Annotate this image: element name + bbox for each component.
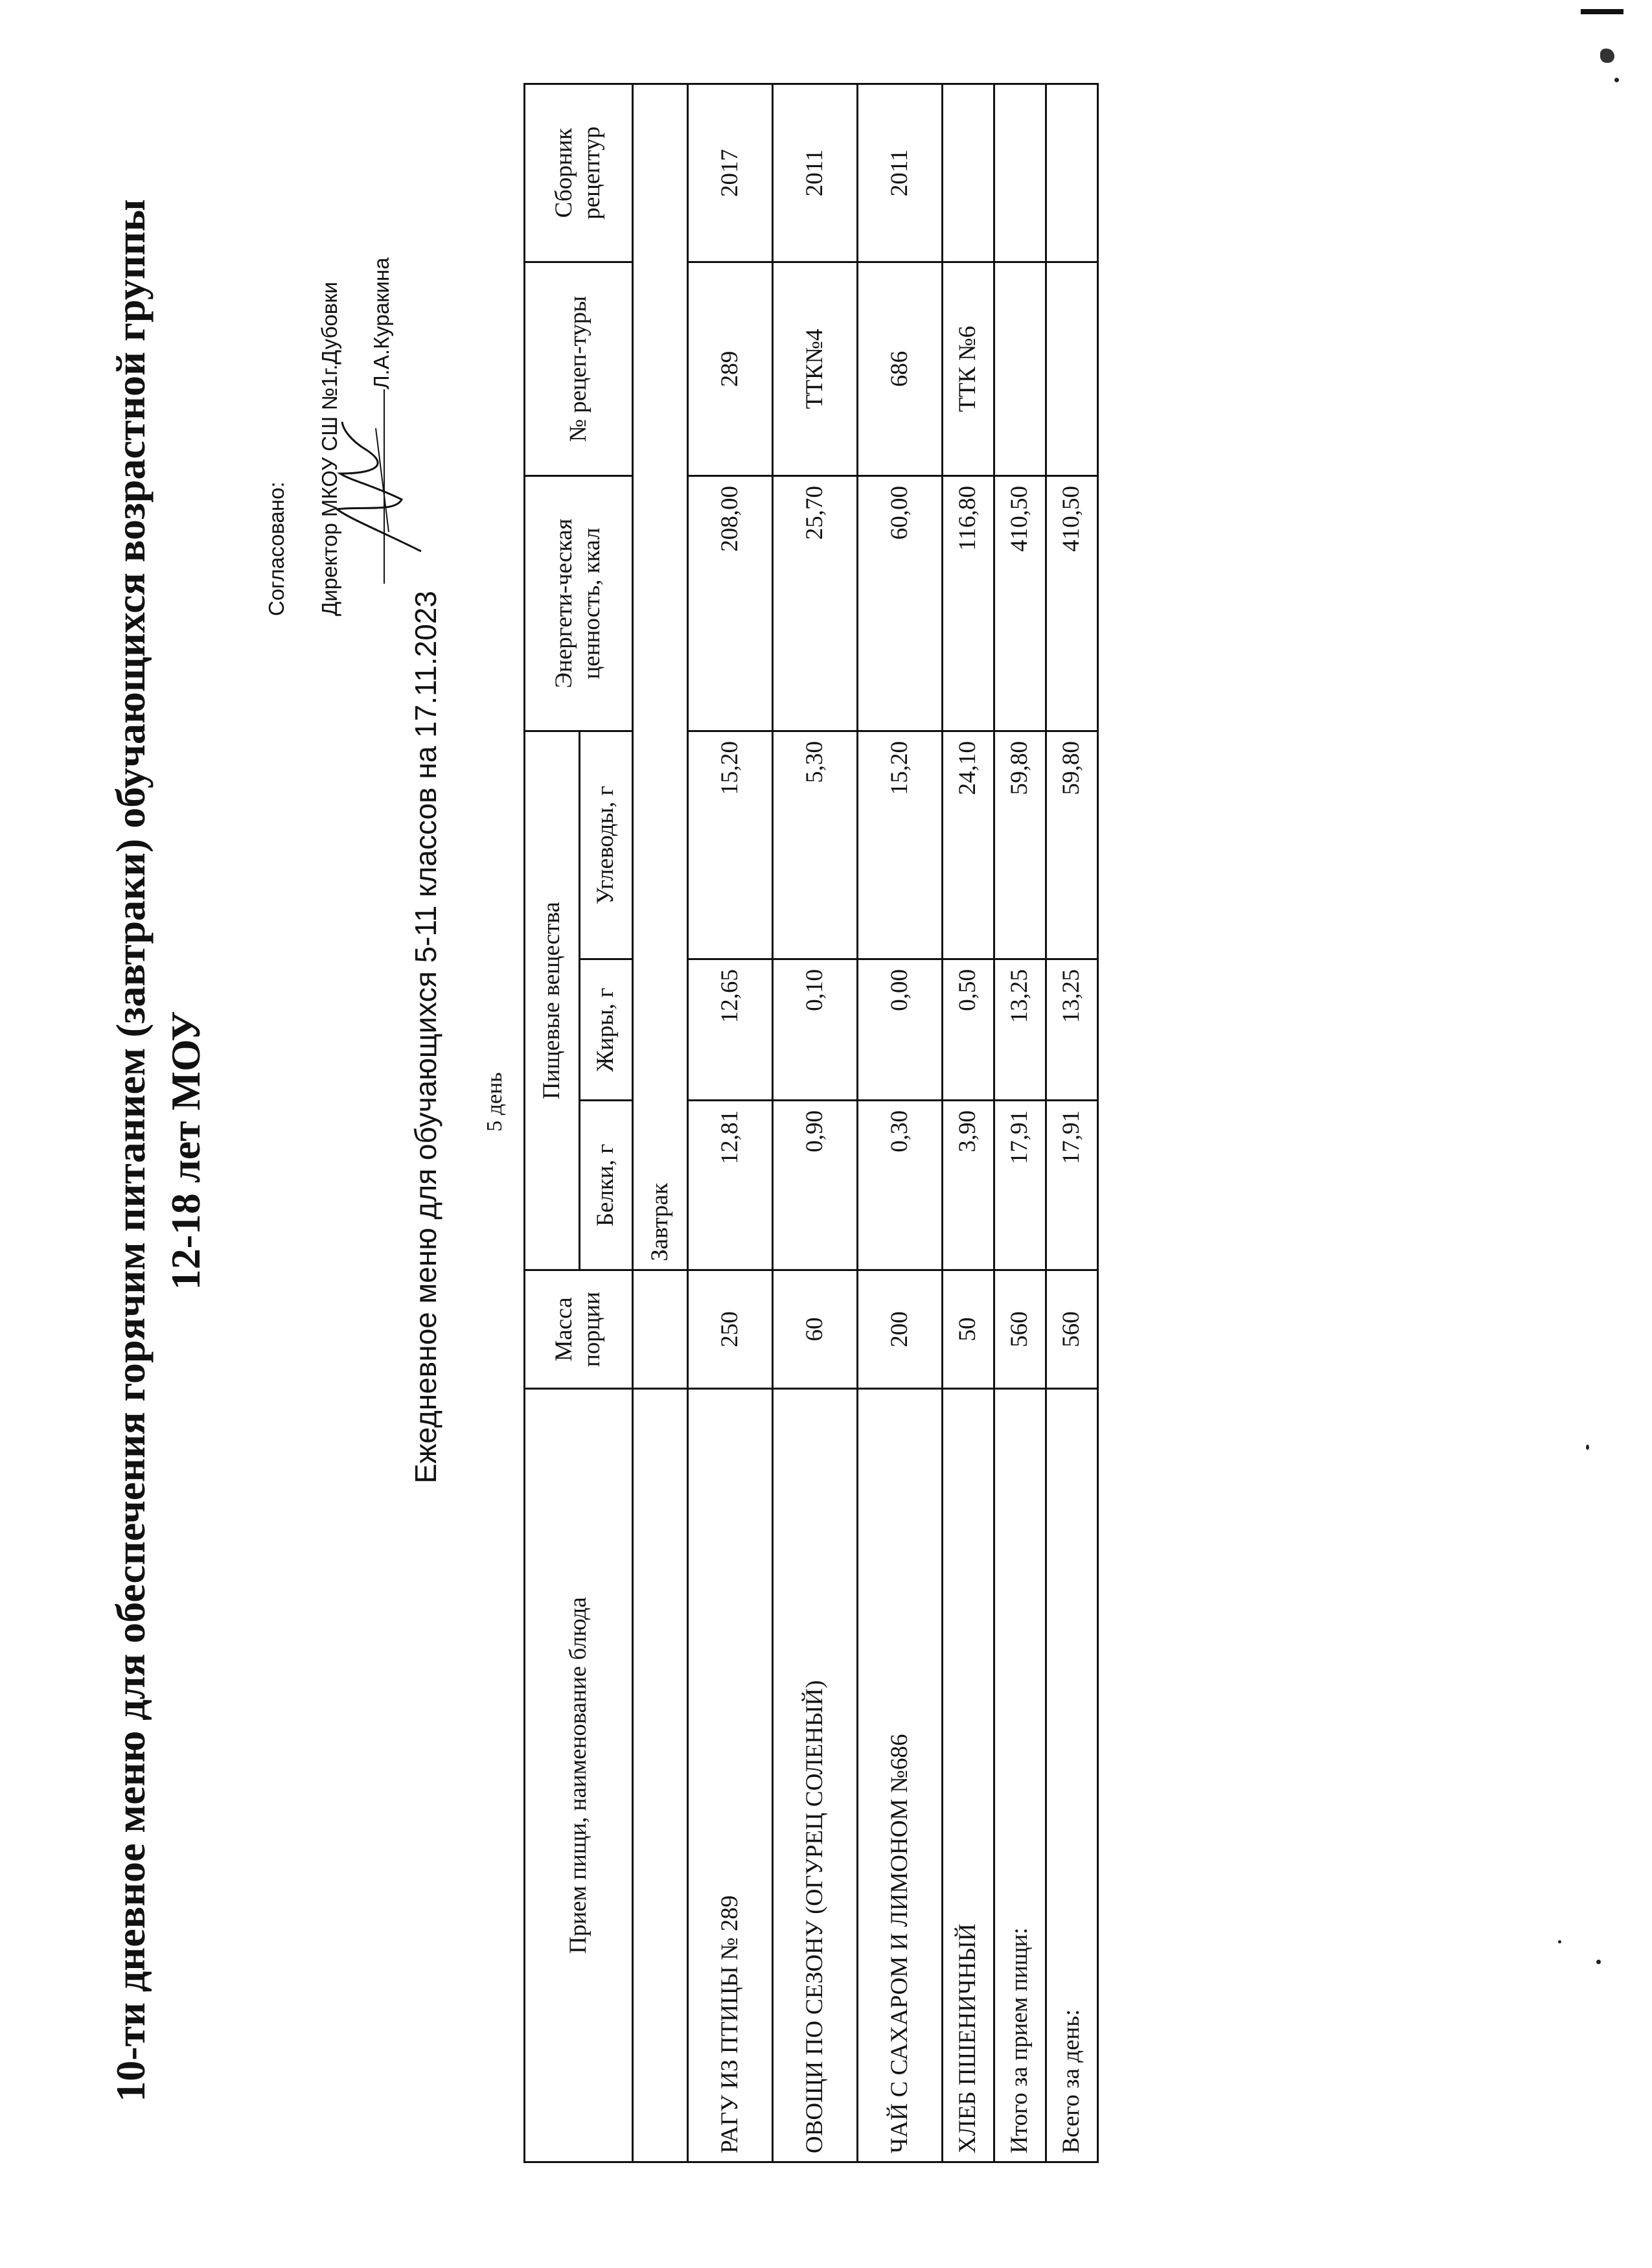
day-total-carbs: 59,80 [1046, 731, 1098, 959]
meal-total-label: Итого за прием пищи: [994, 1389, 1046, 2162]
mass-cell: 60 [773, 1270, 858, 1389]
header-carbs: Углеводы, г [580, 731, 633, 959]
scan-speck [1586, 1445, 1589, 1450]
dish-name: РАГУ ИЗ ПТИЦЫ № 289 [688, 1389, 773, 2162]
protein-cell: 12,81 [688, 1101, 773, 1270]
approval-director: Директор МКОУ СШ №1г.Дубовки [317, 281, 341, 616]
meal-total-fat: 13,25 [994, 959, 1046, 1101]
header-collection: Сборник рецептур [525, 84, 633, 262]
header-dish: Прием пищи, наименование блюда [525, 1389, 633, 2162]
header-mass: Масса порции [525, 1270, 633, 1389]
table-row [773, 84, 858, 2162]
scan-edge-mark [1581, 9, 1623, 14]
energy-cell: 116,80 [943, 475, 994, 731]
day-total-mass: 560 [1046, 1270, 1098, 1389]
protein-cell: 3,90 [943, 1101, 994, 1270]
carbs-cell: 5,30 [773, 731, 858, 959]
table-row [858, 84, 943, 2162]
day-total-fat: 13,25 [1046, 959, 1098, 1101]
scan-blot [1600, 49, 1614, 63]
scan-speck [1558, 1940, 1561, 1943]
fat-cell: 0,00 [858, 959, 943, 1101]
carbs-cell: 15,20 [858, 731, 943, 959]
document-title: 10-ти дневное меню для обеспечения горячим питанием (завтраки) обучающихся возрастной группы [108, 199, 154, 2102]
mass-cell: 250 [688, 1270, 773, 1389]
carbs-cell: 15,20 [688, 731, 773, 959]
fat-cell: 12,65 [688, 959, 773, 1101]
fat-cell: 0,50 [943, 959, 994, 1101]
approval-heading: Согласовано: [264, 481, 288, 616]
menu-title: Ежедневное меню для обучающихся 5-11 классов на 17.11.2023 [409, 591, 442, 1483]
menu-table [523, 83, 1099, 2163]
day-total-row [1046, 84, 1098, 2162]
approval-signer: Л.А.Куракина [369, 257, 393, 389]
recipe-no-cell: 686 [858, 262, 943, 475]
collection-cell: 2017 [688, 84, 773, 262]
collection-cell [943, 84, 994, 262]
header-fat: Жиры, г [580, 959, 633, 1101]
energy-cell: 208,00 [688, 475, 773, 731]
protein-cell: 0,30 [858, 1101, 943, 1270]
recipe-no-cell: ТТК №6 [943, 262, 994, 475]
meal-total-row [994, 84, 1046, 2162]
protein-cell: 0,90 [773, 1101, 858, 1270]
dish-name: ОВОЩИ ПО СЕЗОНУ (ОГУРЕЦ СОЛЕНЫЙ) [773, 1389, 858, 2162]
document-subtitle: 12-18 лет МОУ [163, 1011, 209, 1290]
mass-cell: 200 [858, 1270, 943, 1389]
header-nutrients: Пищевые вещества [525, 731, 580, 1270]
mass-cell: 50 [943, 1270, 994, 1389]
carbs-cell: 24,10 [943, 731, 994, 959]
recipe-no-cell: ТТК№4 [773, 262, 858, 475]
dish-name: ХЛЕБ ПШЕНИЧНЫЙ [943, 1389, 994, 2162]
dish-name: ЧАЙ С САХАРОМ И ЛИМОНОМ №686 [858, 1389, 943, 2162]
header-energy: Энергети-ческая ценность, ккал [525, 475, 633, 731]
day-total-protein: 17,91 [1046, 1101, 1098, 1270]
table-row [943, 84, 994, 2162]
table-row [688, 84, 773, 2162]
energy-cell: 25,70 [773, 475, 858, 731]
recipe-no-cell: 289 [688, 262, 773, 475]
meal-total-carbs: 59,80 [994, 731, 1046, 959]
collection-cell: 2011 [858, 84, 943, 262]
energy-cell: 60,00 [858, 475, 943, 731]
day-total-label: Всего за день: [1046, 1389, 1098, 2162]
header-recipe-no: № рецеп-туры [525, 262, 633, 475]
day-total-energy: 410,50 [1046, 475, 1098, 731]
header-protein: Белки, г [580, 1101, 633, 1270]
meal-label: Завтрак [633, 84, 688, 1270]
day-label: 5 день [483, 1072, 507, 1132]
collection-cell: 2011 [773, 84, 858, 262]
fat-cell: 0,10 [773, 959, 858, 1101]
meal-total-mass: 560 [994, 1270, 1046, 1389]
meal-total-energy: 410,50 [994, 475, 1046, 731]
meal-total-protein: 17,91 [994, 1101, 1046, 1270]
scan-speck [1614, 78, 1619, 82]
scan-speck [1596, 1960, 1601, 1964]
